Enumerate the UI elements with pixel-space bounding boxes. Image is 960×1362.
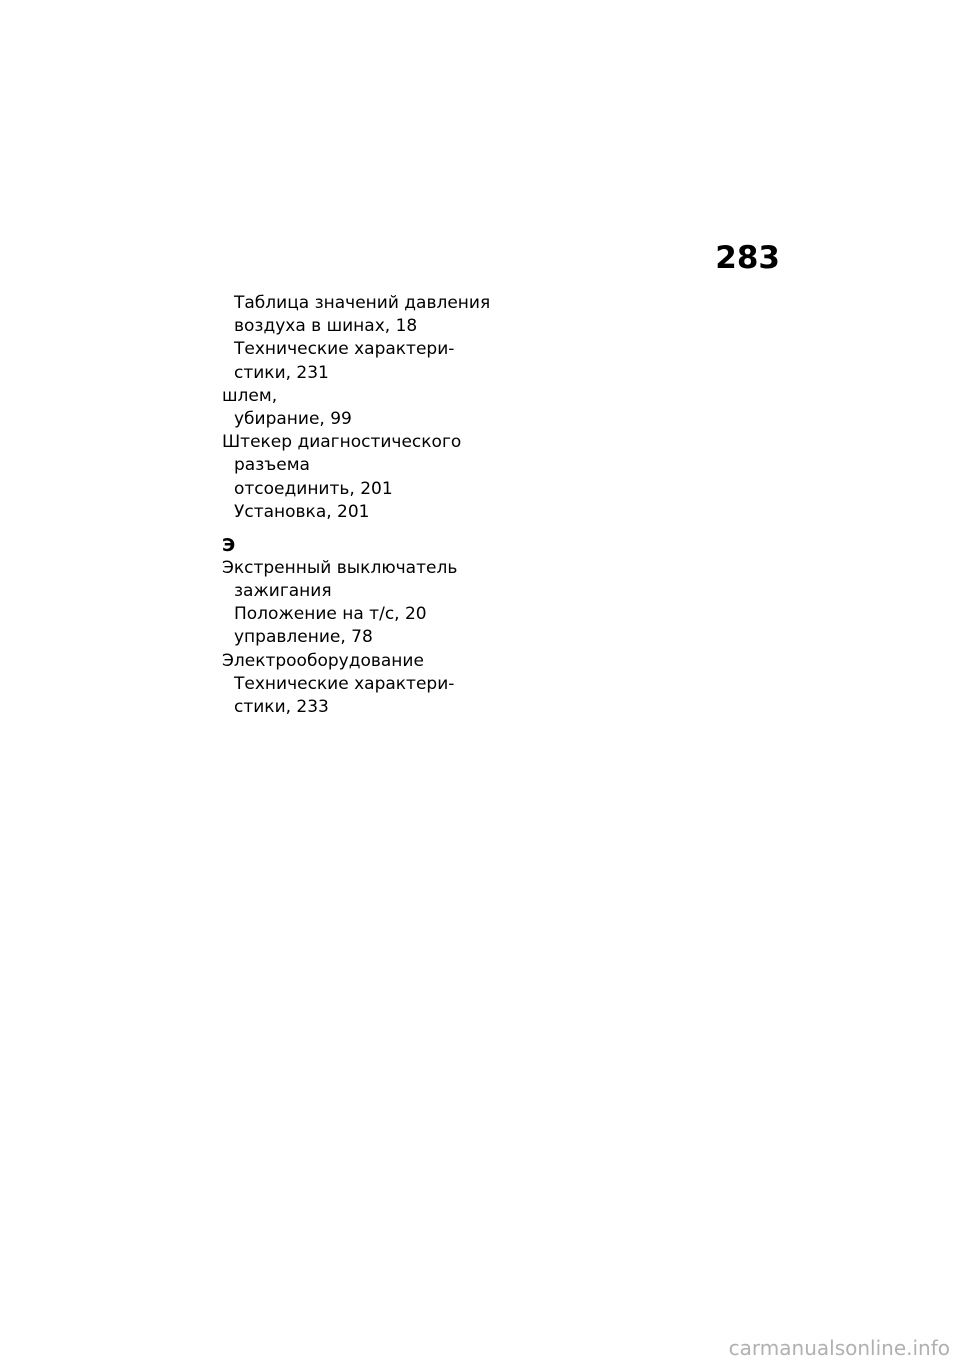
- index-entry: убирание, 99: [234, 408, 352, 429]
- index-entry: Таблица значений давления: [234, 293, 491, 313]
- index-column: [222, 292, 512, 719]
- index-entry: управление, 78: [234, 627, 373, 648]
- section-gap: [222, 524, 512, 534]
- index-entry: зажигания: [234, 581, 332, 602]
- index-entry: Экстренный выключатель: [222, 557, 458, 578]
- index-entry: шлем,: [222, 385, 278, 406]
- index-entry: разъема: [234, 455, 310, 476]
- index-entry: Установка, 201: [234, 501, 370, 522]
- index-entry: отсоединить, 201: [234, 478, 393, 499]
- index-entry: Технические характери-: [234, 339, 455, 360]
- section-letter: Э: [222, 534, 236, 556]
- index-entry: Технические характери-: [234, 673, 455, 694]
- index-entry: стики, 231: [234, 362, 329, 383]
- index-entry: Положение на т/с, 20: [234, 604, 427, 625]
- index-entry: стики, 233: [234, 697, 329, 717]
- index-entry: Электрооборудование: [222, 650, 424, 671]
- index-entry: Штекер диагностического: [222, 432, 462, 453]
- page-number: 283: [715, 240, 780, 276]
- index-entry: воздуха в шинах, 18: [234, 316, 418, 337]
- watermark: carmanualsonline.info: [728, 1336, 950, 1360]
